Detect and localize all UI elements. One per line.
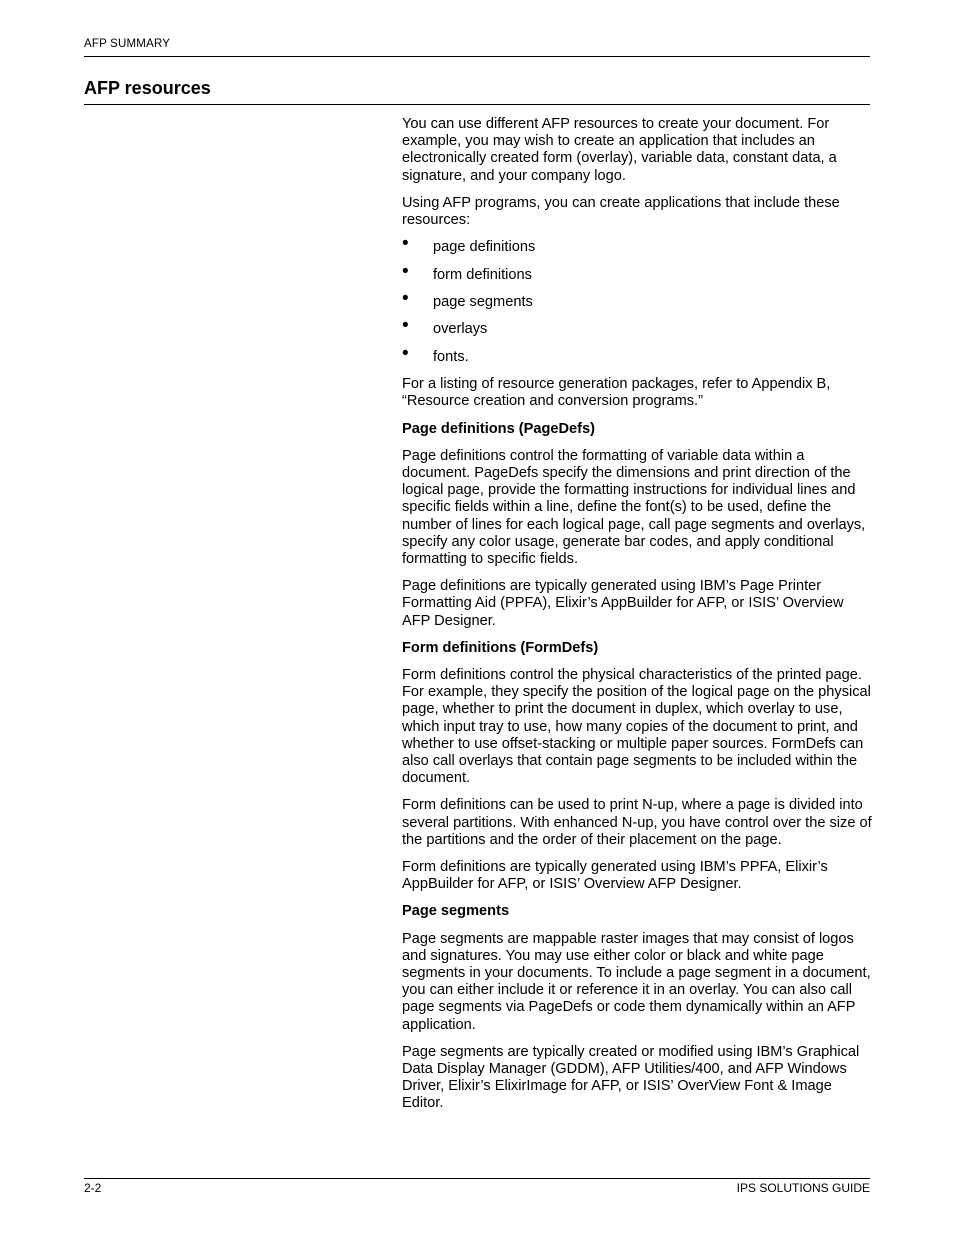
header-rule bbox=[84, 56, 870, 57]
guide-title: IPS SOLUTIONS GUIDE bbox=[736, 1181, 870, 1195]
pagedefs-heading: Page definitions (PageDefs) bbox=[402, 420, 595, 437]
list-item: • form definitions bbox=[402, 267, 872, 284]
list-item: • page definitions bbox=[402, 239, 872, 256]
pagesegments-heading: Page segments bbox=[402, 903, 510, 920]
body-content bbox=[402, 116, 872, 1123]
intro-paragraph-1: You can use different AFP resources to create your document. For example, you may wish to create an application that includes an electronically created form (overlay), variable data, constant data, a signature, and your company logo. bbox=[402, 116, 837, 184]
pagedefs-paragraph-2: Page definitions are typically generated using IBM’s Page Printer Formatting Aid (PPFA), Elixir’s AppBuilder for AFP, or ISIS’ Overview AFP Designer. bbox=[402, 578, 844, 629]
formdefs-paragraph-2: Form definitions can be used to print N-up, where a page is divided into several partitions. With enhanced N-up, you have control over the size of the partitions and the order of their placement on the page. bbox=[402, 797, 872, 848]
formdefs-heading: Form definitions (FormDefs) bbox=[402, 639, 599, 656]
section-title: AFP resources bbox=[84, 78, 211, 98]
pagedefs-paragraph-1: Page definitions control the formatting of variable data within a document. PageDefs specify the dimensions and print direction of the logical page, provide the formatting instructions for individual lines and specific fields within a line, define the font(s) to be used, define the number of lines for each logical page, call page segments and overlays, specify any color usage, generate bar codes, and apply conditional formatting to specific fields. bbox=[402, 447, 866, 567]
list-item: • overlays bbox=[402, 321, 872, 338]
intro-paragraph-3: For a listing of resource generation packages, refer to Appendix B, “Resource creation and conversion programs.” bbox=[402, 376, 831, 410]
formdefs-paragraph-1: Form definitions control the physical characteristics of the printed page. For example, they specify the position of the logical page on the physical page, whether to print the document in duplex, which overlay to use, which input tray to use, how many copies of the document to print, and whether to use offset-stacking or multiple paper sources. FormDefs can also call overlays that contain page segments to be included within the document. bbox=[402, 667, 871, 787]
list-item: • page segments bbox=[402, 294, 872, 311]
pagesegments-paragraph-2: Page segments are typically created or modified using IBM’s Graphical Data Display Manager (GDDM), AFP Utilities/400, and AFP Windows Driver, Elixir’s ElixirImage for AFP, or ISIS’ OverView Font & Image Editor. bbox=[402, 1043, 860, 1112]
resource-list bbox=[402, 239, 872, 366]
list-item: • fonts. bbox=[402, 349, 872, 366]
formdefs-paragraph-3: Form definitions are typically generated using IBM’s PPFA, Elixir’s AppBuilder for AFP, or ISIS’ Overview AFP Designer. bbox=[402, 859, 828, 893]
page-number: 2-2 bbox=[84, 1181, 102, 1195]
running-header: AFP SUMMARY bbox=[84, 38, 171, 50]
footer-rule bbox=[84, 1178, 870, 1179]
intro-paragraph-2: Using AFP programs, you can create applications that include these resources: bbox=[402, 194, 840, 229]
title-rule bbox=[84, 104, 870, 105]
pagesegments-paragraph-1: Page segments are mappable raster images that may consist of logos and signatures. You may use either color or black and white page segments in your documents. To include a page segment in a document, you can either include it or reference it in an overlay. You can also call page segments via PageDefs or code them dynamically within an AFP application. bbox=[402, 930, 871, 1033]
